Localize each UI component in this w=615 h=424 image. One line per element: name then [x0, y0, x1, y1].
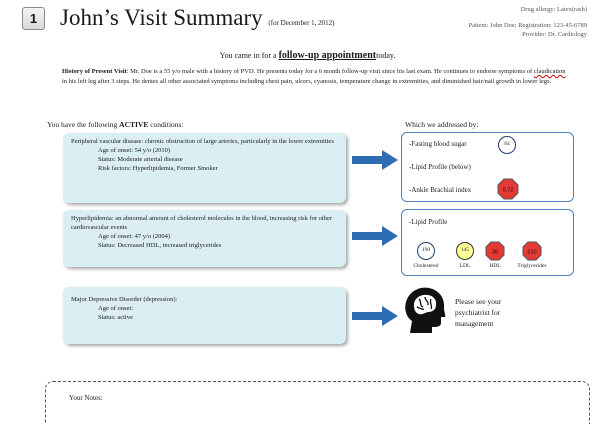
triglycerides-label: Triglycerides — [517, 263, 547, 269]
ankle-brachial-index-value: 0.72 — [502, 187, 514, 194]
arrow-right-icon — [352, 226, 398, 246]
condition-card-hyperlipidemia — [63, 210, 346, 267]
addressed-card-pvd — [401, 132, 574, 202]
condition-onset: Age of onset: 54 y/o (2010) — [98, 147, 171, 154]
condition-onset: Age of onset: 47 y/o (2004) — [98, 233, 171, 240]
lipid-profile-reference: -Lipid Profile (below) — [409, 163, 471, 171]
addressed-header: Which we addressed by: — [405, 120, 479, 129]
condition-status: Status: Moderate arterial disease — [98, 156, 183, 163]
conditions-header — [47, 120, 184, 129]
psychiatrist-note: Please see your psychiatrist for management — [455, 297, 502, 328]
condition-title: Hyperlipidemia: an abnormal amount of cholesterol molecules in the blood, increasing risk for other cardiovascular events — [71, 215, 333, 231]
lipid-profile-title: -Lipid Profile — [409, 218, 448, 226]
hpi-text-2: in his left leg after 3 steps. He denies all other associated symptoms including chest pain, ulcers, cyanosis, temperature change in extremities, and diminished hair/nail growth in lower legs. — [62, 77, 552, 85]
title-date: (for December 1, 2012) — [268, 19, 335, 27]
conditions-header-prefix: You have the following — [47, 120, 118, 129]
visit-reason-prefix: You came in for a — [219, 51, 277, 60]
condition-risk-factors: Risk factors: Hyperlipidemia, Former Smoker — [98, 165, 218, 172]
notes-label: Your Notes: — [69, 394, 103, 402]
condition-card-depression — [63, 287, 346, 344]
triglycerides-badge — [522, 241, 542, 261]
condition-title: Major Depressive Disorder (depression): — [71, 296, 178, 303]
conditions-header-emphasis: ACTIVE — [119, 120, 149, 129]
hdl-value: 35 — [491, 249, 499, 256]
addressed-card-hyperlipidemia — [401, 209, 574, 276]
provider-info: Provider: Dr. Cardiology — [522, 31, 587, 38]
visit-reason — [0, 50, 615, 61]
condition-title: Peripheral vascular disease: chronic obstruction of large arteries, particularly in the lower extremities — [71, 138, 334, 145]
conditions-header-suffix: conditions: — [150, 120, 184, 129]
title-text: John’s Visit Summary — [60, 5, 263, 30]
hpi-text-1: : Mr. Doe is a 55 y/o male with a history of PVD. He presents today for a 6 month follow-up visit since his last exam. He continues to endorse symptoms of — [126, 68, 534, 75]
visit-reason-type: follow-up appointment — [278, 50, 377, 61]
hdl-badge — [485, 241, 505, 261]
ankle-brachial-index-badge — [497, 178, 519, 200]
ldl-label: LDL — [459, 263, 471, 269]
ldl-value: 145 — [456, 242, 474, 260]
patient-info: Patient: John Doe; Registration: 123-45-6789 — [468, 22, 587, 29]
hpi-label: History of Present Visit — [62, 68, 127, 75]
condition-status: Status: active — [98, 314, 133, 321]
hpi-misspelled-word: claudication — [533, 68, 566, 75]
history-of-present-visit — [62, 67, 570, 86]
cholesterol-value: 190 — [417, 242, 435, 260]
triglycerides-value: 210 — [527, 249, 537, 256]
fasting-blood-sugar-value: 84 — [498, 136, 516, 154]
hdl-label: HDL — [489, 263, 501, 269]
page-number-badge: 1 — [22, 7, 45, 30]
condition-onset: Age of onset: — [98, 305, 134, 312]
notes-area[interactable] — [45, 381, 590, 424]
cholesterol-label: Cholesterol — [413, 263, 439, 269]
head-brain-icon — [402, 285, 448, 335]
arrow-right-icon — [352, 150, 398, 170]
condition-status: Status: Decreased HDL, increased triglycerides — [98, 242, 222, 249]
condition-card-pvd — [63, 133, 346, 203]
ankle-brachial-index-label: -Ankle Brachial index — [409, 186, 472, 194]
visit-reason-suffix: today. — [376, 51, 396, 60]
page-title — [60, 5, 335, 31]
fasting-blood-sugar-label: -Fasting blood sugar — [409, 140, 467, 148]
arrow-right-icon — [352, 306, 398, 326]
drug-allergy: Drug allergy: Latex(rash) — [520, 6, 587, 13]
